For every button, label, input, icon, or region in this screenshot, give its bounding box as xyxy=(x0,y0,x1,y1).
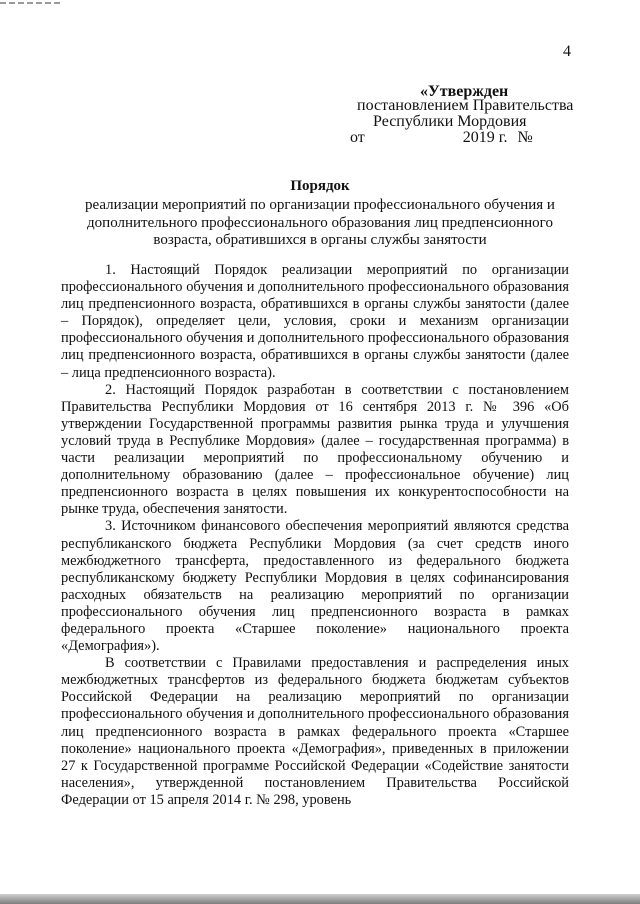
approval-from-label: от xyxy=(350,129,365,146)
document-title: Порядок xyxy=(290,178,350,194)
scan-artifact-top xyxy=(0,2,62,4)
paragraph-3: 3. Источником финансового обеспечения мероприятий являются средства республиканского бюджета Республики Мордовия (за счет средств иного межбюджетного трансферта, предоставленного из федерального бюджета республиканскому бюджету Республики Мордовия в целях софинансирования расходных обязательств на реализацию мероприятий по организации профессионального обучения лиц предпенсионного возраста в рамках федерального проекта «Старшее поколение» национального проекта «Демография»). xyxy=(61,518,569,655)
approval-line-date xyxy=(350,129,533,146)
page-number: 4 xyxy=(563,43,571,60)
approval-number-sign: № xyxy=(517,129,533,146)
approval-line-republic: Республики Мордовия xyxy=(373,113,527,130)
approval-heading: «Утвержден xyxy=(420,83,509,100)
document-body xyxy=(61,262,569,809)
paragraph-2: 2. Настоящий Порядок разработан в соответствии с постановлением Правительства Республики Мордовия от 16 сентября 2013 г. № 396 «Об утверждении Государственной программы развития рынка труда и улучшения условий труда в Республике Мордовия» (далее – государственная программа) в части реализации мероприятий по профессиональному обучению и дополнительному образованию (далее – профессиональное обучение) лиц предпенсионного возраста в целях повышения их конкурентоспособности на рынке труда, обеспечения занятости. xyxy=(61,381,569,518)
paragraph-1: 1. Настоящий Порядок реализации мероприятий по организации профессионального обучения и дополнительного профессионального образования лиц предпенсионного возраста, обратившихся в органы службы занятости (далее – Порядок), определяет цели, условия, сроки и механизм организации профессионального обучения и дополнительного профессионального образования лиц предпенсионного возраста, обратившихся в органы службы занятости (далее – лица предпенсионного возраста). xyxy=(61,262,569,381)
approval-line-decree: постановлением Правительства xyxy=(357,97,574,114)
approval-year: 2019 г. xyxy=(462,129,508,146)
paragraph-4: В соответствии с Правилами предоставления и распределения иных межбюджетных трансфертов из федерального бюджета бюджетам субъектов Российской Федерации на реализацию мероприятий по организации профессионального обучения и дополнительного профессионального образования лиц предпенсионного возраста в рамках федерального проекта «Старшее поколение» национального проекта «Демография», приведенных в приложении 27 к Государственной программе Российской Федерации «Содействие занятости населения», утвержденной постановлением Правительства Российской Федерации от 15 апреля 2014 г. № 298, уровень xyxy=(61,655,569,808)
scan-artifact-bottom xyxy=(0,894,640,904)
document-subtitle: реализации мероприятий по организации профессионального обучения и дополнительного профессионального образования лиц предпенсионного возраста, обратившихся в органы службы занятости xyxy=(85,197,555,248)
